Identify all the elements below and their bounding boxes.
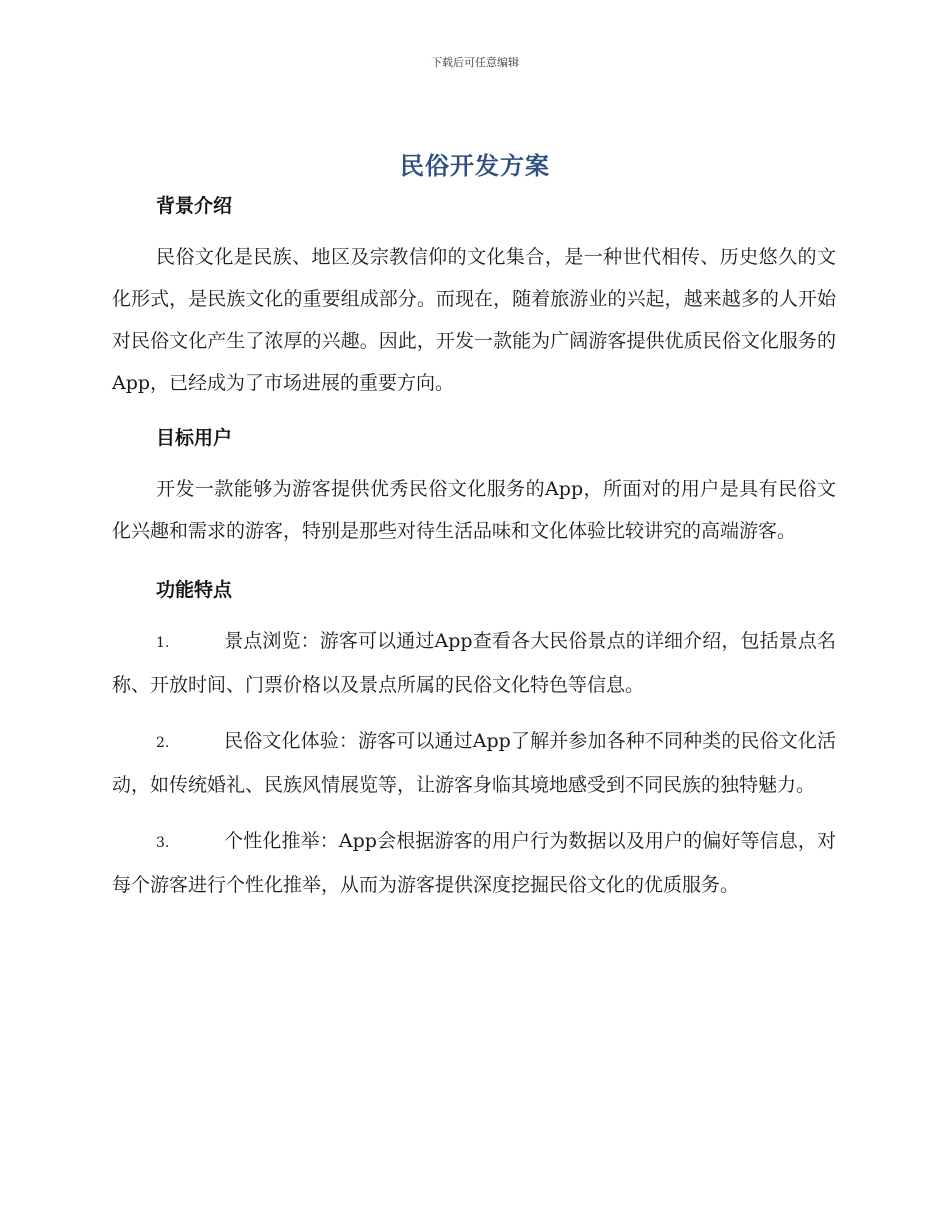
section-heading-background: 背景介绍 [156,195,233,217]
feature-text: 景点浏览：游客可以通过App查看各大民俗景点的详细介绍，包括景点名称、开放时间、门票价格以及景点所属的民俗文化特色等信息。 [112,630,836,696]
document-title: 民俗开发方案 [400,152,550,180]
list-number: 1. [156,635,170,651]
document-body [112,190,836,906]
feature-item [112,820,836,906]
list-number: 3. [156,835,170,851]
section-heading-features: 功能特点 [156,579,233,601]
feature-item [112,620,836,706]
list-number: 2. [156,735,170,751]
feature-text: 民俗文化体验：游客可以通过App了解并参加各种不同种类的民俗文化活动，如传统婚礼、民族风情展览等，让游客身临其境地感受到不同民族的独特魅力。 [112,730,836,796]
background-paragraph: 民俗文化是民族、地区及宗教信仰的文化集合，是一种世代相传、历史悠久的文化形式，是民族文化的重要组成部分。而现在，随着旅游业的兴起，越来越多的人开始对民俗文化产生了浓厚的兴趣。因此，开发一款能为广阔游客提供优质民俗文化服务的App，已经成为了市场进展的重要方向。 [112,246,836,394]
section-heading-target-users: 目标用户 [156,427,233,449]
header-note: 下载后可任意编辑 [431,56,519,69]
target-users-paragraph: 开发一款能够为游客提供优秀民俗文化服务的App，所面对的用户是具有民俗文化兴趣和需求的游客，特别是那些对待生活品味和文化体验比较讲究的高端游客。 [112,478,836,542]
feature-text: 个性化推举：App会根据游客的用户行为数据以及用户的偏好等信息，对每个游客进行个性化推举，从而为游客提供深度挖掘民俗文化的优质服务。 [112,830,836,896]
feature-item [112,720,836,806]
